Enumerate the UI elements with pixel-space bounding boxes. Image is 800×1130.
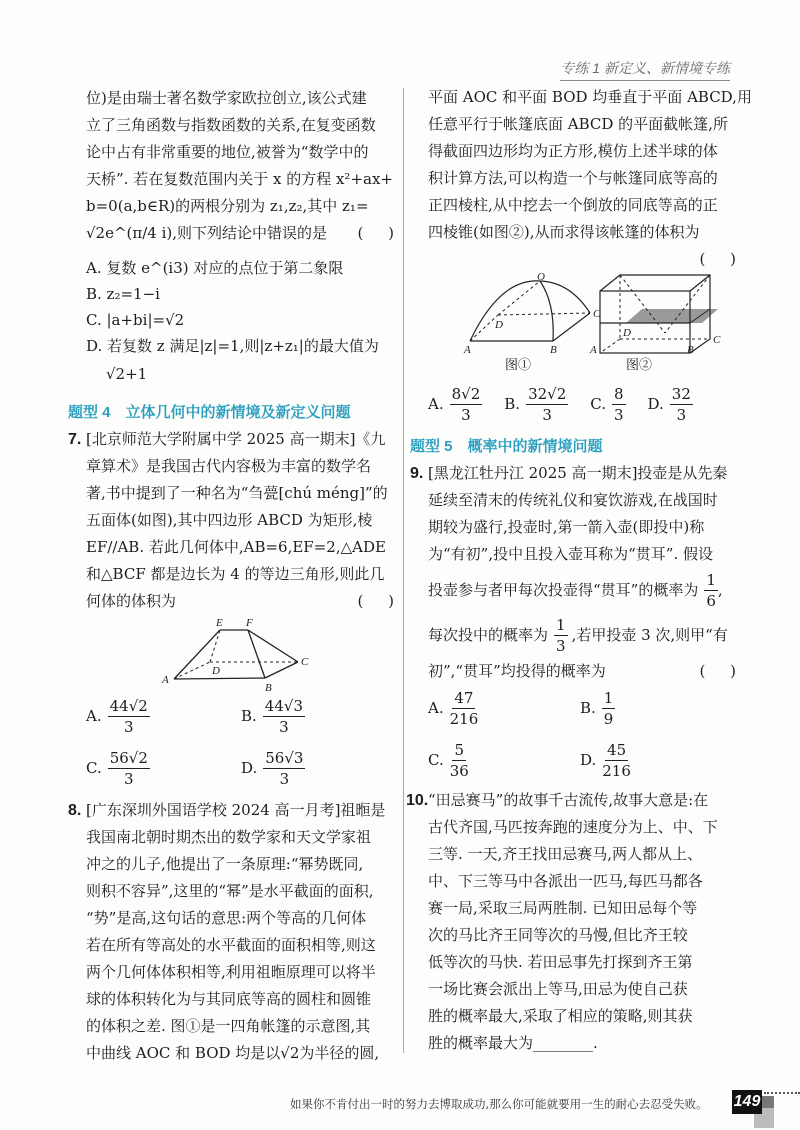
text-line: [86, 797, 398, 824]
text-line: [428, 922, 740, 949]
option-fraction: [670, 384, 693, 425]
text-line-content: 章算术》是我国古代内容极为丰富的数学名: [86, 457, 372, 475]
text-line: [86, 905, 398, 932]
text-line-content: 中曲线 AOC 和 BOD 均是以√2为半径的圆,: [86, 1044, 380, 1062]
text-line: ,若甲投壶 3 次,则甲“有: [571, 625, 728, 644]
text-line: [86, 85, 398, 112]
question-8: [68, 797, 398, 1067]
option-fraction: [108, 696, 150, 737]
question-6-options: [68, 255, 398, 389]
text-line-content: 平面 AOC 和平面 BOD 均垂直于平面 ABCD,用: [428, 88, 752, 106]
text-line: [86, 220, 398, 247]
text-line: [428, 814, 740, 841]
fraction-denominator: 3: [124, 769, 134, 788]
text-line: 每次投中的概率为: [428, 625, 549, 644]
text-line-content: 位)是由瑞士著名数学家欧拉创立,该公式建: [86, 89, 367, 107]
text-line-content: 低等次的马快. 若田忌事先打探到齐王第: [428, 953, 693, 971]
text-line: [428, 868, 740, 895]
option-label: C.: [86, 758, 102, 777]
text-line: [428, 841, 740, 868]
text-line: [86, 112, 398, 139]
text-line-content: 期较为盛行,投壶时,第一箭入壶(即投中)称: [428, 518, 705, 536]
label-A: A: [590, 344, 597, 355]
decorative-dots: [764, 1092, 800, 1094]
text-line: [86, 507, 398, 534]
option-fraction: [450, 384, 483, 425]
answer-paren: ( ): [699, 662, 736, 680]
text-line-content: 为“有初”,投中且投入壶耳称为“贯耳”. 假设: [428, 545, 713, 563]
text-line: 初”,“贯耳”均投得的概率为: [428, 662, 606, 680]
option-label: B.: [580, 698, 596, 717]
text-line-content: 著,书中提到了一种名为“刍甍[chú méng]”的: [86, 484, 388, 502]
page-number: 149: [732, 1090, 762, 1114]
label-O: O: [537, 273, 545, 283]
text-line: [86, 166, 398, 193]
option-fraction: [602, 740, 631, 781]
option-fraction: [263, 696, 305, 737]
option-label: A.: [428, 698, 444, 717]
text-line: [428, 111, 740, 138]
option-label: D.: [647, 394, 664, 413]
text-line: [86, 1013, 398, 1040]
text-line-content: 延续至清末的传统礼仪和宴饮游戏,在战国时: [428, 491, 718, 509]
section-heading-4: 题型 4 立体几何中的新情境及新定义问题: [68, 404, 351, 421]
text-line: [428, 487, 740, 514]
text-line: [86, 986, 398, 1013]
fraction-denominator: 3: [542, 405, 552, 424]
text-line-content: 的体积之差. 图①是一四角帐篷的示意图,其: [86, 1017, 371, 1035]
option-label: B.: [241, 706, 257, 725]
text-line-content: 我国南北朝时期杰出的数学家和天文学家祖: [86, 828, 372, 846]
text-line: [86, 878, 398, 905]
fraction-denominator: 6: [706, 591, 716, 610]
tent-figures: [460, 273, 730, 355]
fraction-denominator: 3: [279, 769, 290, 788]
fraction-numerator: 44√3: [264, 696, 303, 715]
fraction-numerator: 8√2: [451, 384, 481, 403]
text-line: [86, 193, 398, 220]
text-line-content: [广东深圳外国语学校 2024 高一月考]祖暅是: [86, 801, 386, 819]
text-line-content: [北京师范大学附属中学 2025 高一期末]《九: [86, 430, 386, 448]
text-line-content: 次的马比齐王同等次的马慢,但比齐王较: [428, 926, 688, 944]
option-fraction: [612, 384, 626, 425]
text-line-content: 任意平行于帐篷底面 ABCD 的平面截帐篷,所: [428, 115, 728, 133]
fraction-denominator: 3: [676, 405, 687, 424]
decorative-square: [762, 1096, 774, 1108]
text-line-content: 正四棱柱,从中挖去一个倒放的同底等高的正: [428, 196, 718, 214]
text-line: [86, 932, 398, 959]
text-line-content: 若在所有等高处的水平截面的面积相等,则这: [86, 936, 376, 954]
text-line: [86, 824, 398, 851]
fraction-numerator: 56√2: [109, 748, 148, 767]
option-d: [648, 381, 693, 427]
option-fraction: [450, 688, 479, 729]
fraction-numerator: 32: [671, 384, 691, 403]
label-C: C: [593, 308, 601, 320]
text-line-content: 则积不容异”,这里的“幂”是水平截面的面积,: [86, 882, 374, 900]
text-line: [428, 192, 740, 219]
fraction-numerator: 1: [603, 688, 614, 707]
option-c: [590, 381, 625, 427]
chumeng-figure: [160, 615, 320, 693]
text-line: [428, 976, 740, 1003]
text-line-content: “势”是高,这句话的意思:两个等高的几何体: [86, 909, 367, 927]
option-label: A.: [86, 706, 102, 725]
text-line: [86, 534, 398, 561]
question-number: 10.: [406, 792, 429, 809]
text-line-content: EF//AB. 若此几何体中,AB=6,EF=2,△ADE: [86, 538, 386, 556]
text-line-content: 赛一局,采取三局两胜制. 已知田忌每个等: [428, 899, 698, 917]
option-d: [580, 737, 732, 783]
fraction-denominator: 9: [603, 709, 614, 728]
question-8-options: [410, 381, 740, 427]
label-A: A: [162, 674, 169, 686]
answer-paren: ( ): [699, 250, 736, 268]
text-line-content: 古代齐国,马匹按奔跑的速度分为上、中、下: [428, 818, 718, 836]
text-line-content: 何体的体积为: [86, 592, 177, 610]
text-line-content: 五面体(如图),其中四边形 ABCD 为矩形,棱: [86, 511, 373, 529]
text-line-content: “田忌赛马”的故事千古流传,故事大意是:在: [428, 791, 709, 809]
fraction-denominator: 3: [556, 636, 566, 655]
question-7-options: [68, 693, 398, 791]
text-line-content: 胜的概率最大,采取了相应的策略,则其获: [428, 1007, 693, 1025]
option-c: [86, 745, 241, 791]
text-line-content: 天桥”. 若在复数范围内关于 x 的方程 x²+ax+: [86, 170, 393, 188]
option-fraction: [450, 740, 469, 781]
label-D: D: [495, 319, 503, 331]
text-line-content: 冲之的儿子,他提出了一条原理:“幂势既同,: [86, 855, 364, 873]
text-line-content: 积计算方法,可以构造一个与帐篷同底等高的: [428, 169, 718, 187]
text-line: [428, 84, 752, 111]
text-line: [428, 541, 740, 568]
column-divider: [403, 88, 404, 1053]
fraction-numerator: 47: [454, 688, 474, 707]
text-line: [86, 480, 398, 507]
text-line: [86, 1040, 398, 1067]
option-fraction: [108, 748, 150, 789]
question-number: 9.: [410, 465, 424, 482]
fraction-numerator: 44√2: [109, 696, 148, 715]
text-line-content: 论中占有非常重要的地位,被誉为“数学中的: [86, 143, 369, 161]
text-line: [86, 959, 398, 986]
text-line-content: 和△BCF 都是边长为 4 的等边三角形,则此几: [86, 565, 385, 583]
text-line-content: 一场比赛会派出上等马,田忌为使自己获: [428, 980, 688, 998]
text-line: [428, 460, 740, 487]
text-line: 投壶参与者甲每次投壶得“贯耳”的概率为: [428, 580, 699, 599]
option-0: A. 复数 e^(i3) 对应的点位于第二象限: [86, 259, 344, 277]
fraction-denominator: 3: [123, 717, 134, 736]
answer-line: [428, 246, 740, 273]
option-fraction: [526, 384, 568, 425]
text-line-content: 胜的概率最大为________.: [428, 1034, 598, 1052]
question-number: 7.: [68, 431, 82, 448]
text-line-content: √2e^(π/4 i),则下列结论中错误的是: [86, 224, 328, 242]
question-number: 8.: [68, 802, 82, 819]
option-label: B.: [504, 394, 521, 413]
option-label: C.: [428, 750, 444, 769]
fraction-numerator: 32√2: [528, 384, 567, 403]
option-2: C. |a+bi|=√2: [86, 311, 185, 329]
text-line: [86, 561, 398, 588]
option-fraction: [263, 748, 305, 789]
label-A: A: [464, 344, 471, 355]
text-line: [428, 1003, 740, 1030]
option-1: B. z₂=1−i: [86, 285, 160, 303]
answer-paren: ( ): [357, 592, 394, 610]
option-label: D.: [580, 750, 597, 769]
text-line-content: 四棱锥(如图②),从而求得该帐篷的体积为: [428, 223, 700, 241]
label-B: B: [550, 344, 557, 355]
text-line-content: 球的体积转化为与其同底等高的圆柱和圆锥: [86, 990, 372, 1008]
question-9-options: [410, 685, 740, 783]
text-line: [428, 895, 740, 922]
question-9: 9. [黑龙江牡丹江 2025 高一期末]投壶是从先秦 延续至清末的传统礼仪和宴饮游戏,在战国时 期较为盛行,投壶时,第一箭入壶(即投中)称 为“有初”,投中且投入壶耳称为“贯耳”. 假设 投壶参与者甲每次投壶得“贯耳”的概率为 $\frac{1}{6}$ , 每次投中的概率为 $\frac{1}{3}$ ,若甲投壶 3 次,则甲“有 初”,“贯耳”均投得的概率为 ( ): [410, 460, 740, 685]
text-line: [86, 426, 398, 453]
text-line: [86, 851, 398, 878]
text-line: [86, 453, 398, 480]
text-line: [428, 514, 740, 541]
answer-paren: ( ): [357, 224, 394, 242]
question-8-continued: [410, 84, 752, 273]
figure-captions: [410, 355, 740, 377]
text-line: [428, 219, 740, 246]
question-7: [68, 426, 398, 615]
option-c: [428, 737, 580, 783]
option-label: A.: [428, 394, 444, 413]
text-line-content: [黑龙江牡丹江 2025 高一期末]投壶是从先秦: [428, 464, 728, 482]
fraction-denominator: 36: [449, 761, 469, 780]
option-label: C.: [590, 394, 606, 413]
label-D: D: [623, 327, 631, 339]
right-column: [406, 84, 752, 1057]
option-3: D. 若复数 z 满足|z|=1,则|z+z₁|的最大值为: [86, 337, 379, 355]
left-column: [68, 85, 398, 1067]
text-line: [428, 949, 740, 976]
fraction-denominator: 216: [449, 709, 479, 728]
fraction-numerator: 8: [613, 384, 624, 403]
fraction-denominator: 3: [613, 405, 624, 424]
fraction-numerator: 5: [454, 740, 465, 759]
option-a: [428, 381, 482, 427]
text-line-content: b=0(a,b∈R)的两根分别为 z₁,z₂,其中 z₁=: [86, 197, 369, 215]
fraction-denominator: 3: [461, 405, 471, 424]
option-b: [504, 381, 568, 427]
fraction-denominator: 3: [279, 717, 289, 736]
question-6-continued: [68, 85, 398, 247]
fraction-numerator: 56√3: [265, 748, 304, 767]
label-D: D: [212, 665, 220, 677]
text-line-content: 两个几何体体积相等,利用祖暅原理可以将半: [86, 963, 376, 981]
fraction-numerator: 1: [556, 615, 566, 634]
text-line: [86, 139, 398, 166]
label-C: C: [713, 334, 721, 346]
option-d: [241, 745, 396, 791]
label-F: F: [246, 617, 253, 629]
option-a: [86, 693, 241, 739]
text-line-content: 得截面四边形均为正方形,模仿上述半球的体: [428, 142, 718, 160]
option-4: √2+1: [106, 365, 148, 383]
option-label: D.: [241, 758, 258, 777]
fraction-denominator: 216: [602, 761, 631, 780]
figure-1-caption: 图①: [505, 358, 532, 373]
section-heading-5: 题型 5 概率中的新情境问题: [410, 438, 603, 455]
option-b: [241, 693, 396, 739]
option-b: [580, 685, 732, 731]
label-C: C: [301, 656, 309, 668]
label-B: B: [265, 682, 272, 693]
text-line: [428, 787, 740, 814]
text-line: [428, 165, 740, 192]
fraction-numerator: 1: [706, 570, 716, 589]
text-line-content: 中、下三等马中各派出一匹马,每匹马都各: [428, 872, 703, 890]
text-line: [428, 1030, 740, 1057]
label-B: B: [687, 344, 694, 355]
text-line-content: 三等. 一天,齐王找田忌赛马,两人都从上、: [428, 845, 703, 863]
label-E: E: [216, 617, 223, 629]
figure-2-caption: 图②: [626, 358, 653, 373]
footer-quote: 如果你不肯付出一时的努力去博取成功,那么你可能就要用一生的耐心去忍受失败。: [290, 1097, 708, 1111]
fraction-numerator: 45: [607, 740, 627, 759]
text-line-content: 立了三角函数与指数函数的关系,在复变函数: [86, 116, 376, 134]
text-line: [86, 588, 398, 615]
question-10: [406, 787, 740, 1057]
option-a: [428, 685, 580, 731]
option-fraction: [602, 688, 616, 729]
text-line: [428, 138, 740, 165]
page-header: 专练 1 新定义、新情境专练: [560, 58, 730, 81]
